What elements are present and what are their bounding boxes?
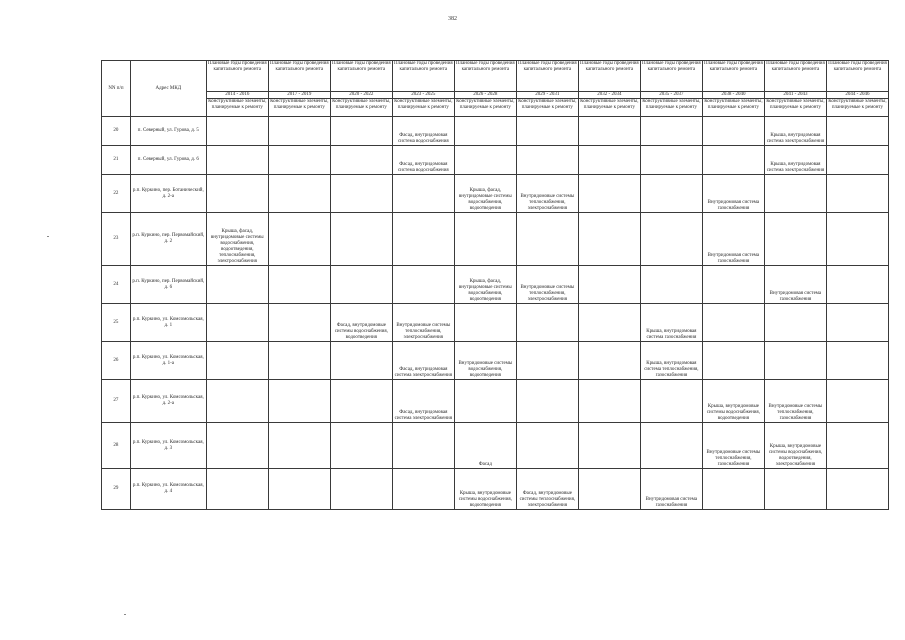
- repair-elements-cell: [392, 266, 454, 304]
- repair-elements-cell: [454, 146, 516, 175]
- repair-elements-cell: [206, 304, 268, 342]
- repair-elements-cell: [826, 146, 888, 175]
- repair-elements-cell: [764, 342, 826, 380]
- scan-speck: [229, 60, 231, 61]
- repair-elements-cell: [516, 213, 578, 266]
- repair-elements-cell: [206, 146, 268, 175]
- table-row: [102, 423, 889, 469]
- address-cell: р.п. Куркино, пер. Первомайский, д. 2: [130, 213, 206, 266]
- column-header-years: 2038 - 2040: [702, 92, 764, 99]
- repair-elements-cell: Внутридомовая система газоснабжения: [764, 266, 826, 304]
- repair-elements-cell: [454, 213, 516, 266]
- address-cell: р.п. Куркино, ул. Комсомольская, д. 3: [130, 423, 206, 469]
- repair-elements-cell: [764, 304, 826, 342]
- column-header-years: 2026 - 2028: [454, 92, 516, 99]
- repair-elements-cell: [578, 423, 640, 469]
- repair-elements-cell: [764, 213, 826, 266]
- column-header-address: Адрес МКД: [130, 61, 206, 117]
- repair-elements-cell: [268, 342, 330, 380]
- column-header-years: 2014 - 2016: [206, 92, 268, 99]
- column-header-elements: Конструктивные элементы, планируемые к ремонту: [206, 99, 268, 117]
- column-header-years: 2017 - 2019: [268, 92, 330, 99]
- repair-elements-cell: [516, 423, 578, 469]
- address-cell: п. Северный, ул. Гурова, д. 6: [130, 146, 206, 175]
- column-header-elements: Конструктивные элементы, планируемые к ремонту: [454, 99, 516, 117]
- repair-elements-cell: Внутридомовые системы теплоснабжения, газоснабжения: [702, 423, 764, 469]
- column-header-elements: Конструктивные элементы, планируемые к ремонту: [764, 99, 826, 117]
- repair-elements-cell: Внутридомовые системы теплоснабжения, электроснабжения: [516, 266, 578, 304]
- repair-elements-cell: [206, 266, 268, 304]
- address-cell: р.п. Куркино, пер. Первомайский, д. 6: [130, 266, 206, 304]
- column-header-years: 2041 - 2043: [764, 92, 826, 99]
- repair-elements-cell: Фасад, внутридомовая система водоснабжения: [392, 117, 454, 146]
- repair-elements-cell: [826, 304, 888, 342]
- column-header-elements: Конструктивные элементы, планируемые к ремонту: [392, 99, 454, 117]
- column-header-years: 2035 - 2037: [640, 92, 702, 99]
- repair-elements-cell: [330, 175, 392, 213]
- repair-elements-cell: [640, 213, 702, 266]
- repair-elements-cell: [826, 380, 888, 423]
- column-header-elements: Конструктивные элементы, планируемые к ремонту: [330, 99, 392, 117]
- table-header: [102, 61, 889, 117]
- repair-elements-cell: [392, 213, 454, 266]
- repair-elements-cell: [826, 423, 888, 469]
- address-cell: р.п. Куркино, ул. Комсомольская, д. 4: [130, 469, 206, 510]
- column-header-years: 2020 - 2022: [330, 92, 392, 99]
- repair-elements-cell: [578, 175, 640, 213]
- repair-elements-cell: Крыша, фасад, внутридомовые системы водоснабжения, водоотведения: [454, 266, 516, 304]
- repair-elements-cell: Крыша, внутридомовые системы водоснабжения, водоотведения: [702, 380, 764, 423]
- repair-elements-cell: [578, 342, 640, 380]
- column-header-period-title: Плановые годы проведения капитального ремонта: [206, 61, 268, 92]
- table-row: [102, 175, 889, 213]
- repair-elements-cell: Крыша, внутридомовая система теплоснабжения, газоснабжения: [640, 342, 702, 380]
- repair-elements-cell: [206, 380, 268, 423]
- row-number-cell: 27: [102, 380, 131, 423]
- repair-elements-cell: [826, 342, 888, 380]
- repair-elements-cell: [330, 117, 392, 146]
- repair-elements-cell: [206, 117, 268, 146]
- repair-elements-cell: Крыша, внутридомовая система электроснабжения: [764, 146, 826, 175]
- repair-elements-cell: [330, 342, 392, 380]
- column-header-elements: Конструктивные элементы, планируемые к ремонту: [826, 99, 888, 117]
- repair-elements-cell: [578, 213, 640, 266]
- repair-elements-cell: [702, 146, 764, 175]
- column-header-elements: Конструктивные элементы, планируемые к ремонту: [702, 99, 764, 117]
- repair-elements-cell: [516, 117, 578, 146]
- table-row: [102, 380, 889, 423]
- repair-elements-cell: [764, 175, 826, 213]
- repair-elements-cell: Внутридомовые системы теплоснабжения, электроснабжения: [392, 304, 454, 342]
- repair-elements-cell: [578, 469, 640, 510]
- repair-elements-cell: [268, 146, 330, 175]
- repair-elements-cell: Фасад, внутридомовая система электроснабжения: [392, 342, 454, 380]
- repair-elements-cell: [826, 117, 888, 146]
- row-number-cell: 26: [102, 342, 131, 380]
- repair-elements-cell: [268, 380, 330, 423]
- repair-elements-cell: [516, 380, 578, 423]
- repair-elements-cell: [516, 146, 578, 175]
- address-cell: р.п. Куркино, ул. Комсомольская, д. 2-а: [130, 380, 206, 423]
- scan-speck: [124, 614, 126, 615]
- repair-elements-cell: Крыша, фасад, внутридомовые системы водоснабжения, водоотведения: [454, 175, 516, 213]
- repair-elements-cell: Фасад, внутридомовые системы водоснабжения, водоотведения: [330, 304, 392, 342]
- repair-elements-cell: [268, 266, 330, 304]
- table-row: [102, 266, 889, 304]
- repair-elements-cell: [826, 213, 888, 266]
- column-header-period-title: Плановые годы проведения капитального ремонта: [578, 61, 640, 92]
- column-header-period-title: Плановые годы проведения капитального ремонта: [516, 61, 578, 92]
- table-row: [102, 304, 889, 342]
- row-number-cell: 29: [102, 469, 131, 510]
- repair-elements-cell: [330, 213, 392, 266]
- repair-elements-cell: [454, 117, 516, 146]
- column-header-elements: Конструктивные элементы, планируемые к ремонту: [640, 99, 702, 117]
- column-header-years: 2032 - 2034: [578, 92, 640, 99]
- address-cell: п. Северный, ул. Гурова, д. 5: [130, 117, 206, 146]
- column-header-period-title: Плановые годы проведения капитального ремонта: [702, 61, 764, 92]
- repair-elements-cell: [268, 213, 330, 266]
- repair-elements-cell: [578, 304, 640, 342]
- column-header-period-title: Плановые годы проведения капитального ремонта: [454, 61, 516, 92]
- row-number-cell: 22: [102, 175, 131, 213]
- column-header-period-title: Плановые годы проведения капитального ремонта: [764, 61, 826, 92]
- repair-elements-cell: [640, 175, 702, 213]
- address-cell: р.п. Куркино, ул. Комсомольская, д. 1-а: [130, 342, 206, 380]
- repair-elements-cell: [206, 469, 268, 510]
- repair-elements-cell: [578, 117, 640, 146]
- repair-elements-cell: Крыша, фасад, внутридомовые системы водоснабжения, водоотведения, теплоснабжения, электроснабжения: [206, 213, 268, 266]
- column-header-period-title: Плановые годы проведения капитального ремонта: [330, 61, 392, 92]
- repair-elements-cell: [268, 304, 330, 342]
- repair-elements-cell: Крыша, внутридомовые системы водоснабжения, водоотведения: [454, 469, 516, 510]
- repair-elements-cell: [392, 175, 454, 213]
- repair-elements-cell: [826, 175, 888, 213]
- repair-elements-cell: [516, 342, 578, 380]
- repair-elements-cell: [578, 146, 640, 175]
- table-row: [102, 146, 889, 175]
- row-number-cell: 20: [102, 117, 131, 146]
- repair-elements-cell: [640, 423, 702, 469]
- row-number-cell: 21: [102, 146, 131, 175]
- scan-speck: [47, 236, 49, 237]
- repair-elements-cell: [578, 380, 640, 423]
- repair-elements-cell: Фасад, внутридомовая система водоснабжения: [392, 146, 454, 175]
- table-row: [102, 342, 889, 380]
- address-cell: р.п. Куркино, пер. Ботанический, д. 2-а: [130, 175, 206, 213]
- repair-elements-cell: [578, 266, 640, 304]
- page-number: 382: [448, 16, 457, 22]
- repair-elements-cell: [206, 423, 268, 469]
- repair-elements-cell: Крыша, внутридомовые системы водоснабжения, водоотведения, электроснабжения: [764, 423, 826, 469]
- repair-elements-cell: Внутридомовые системы водоснабжения, водоотведения: [454, 342, 516, 380]
- repair-elements-cell: Крыша, внутридомовая система газоснабжения: [640, 304, 702, 342]
- repair-elements-cell: [516, 304, 578, 342]
- repair-elements-cell: [702, 469, 764, 510]
- repair-elements-cell: [268, 423, 330, 469]
- repair-elements-cell: [640, 380, 702, 423]
- repair-elements-cell: [330, 266, 392, 304]
- table-row: [102, 117, 889, 146]
- column-header-period-title: Плановые годы проведения капитального ремонта: [268, 61, 330, 92]
- repair-elements-cell: [330, 423, 392, 469]
- column-header-period-title: Плановые годы проведения капитального ремонта: [392, 61, 454, 92]
- repair-elements-cell: [392, 423, 454, 469]
- repair-elements-cell: [702, 266, 764, 304]
- column-header-elements: Конструктивные элементы, планируемые к ремонту: [516, 99, 578, 117]
- repair-elements-cell: [206, 175, 268, 213]
- repair-elements-cell: [330, 146, 392, 175]
- repair-elements-cell: Внутридомовая система газоснабжения: [702, 213, 764, 266]
- repair-elements-cell: Крыша, внутридомовая система электроснабжения: [764, 117, 826, 146]
- repair-elements-cell: Фасад, внутридомовые системы теплоснабжения, электроснабжения: [516, 469, 578, 510]
- column-header-years: 2044 - 2046: [826, 92, 888, 99]
- repair-elements-cell: [392, 469, 454, 510]
- repair-elements-cell: [702, 117, 764, 146]
- column-header-years: 2029 - 2031: [516, 92, 578, 99]
- repair-elements-cell: Фасад, внутридомовая система электроснабжения: [392, 380, 454, 423]
- repair-elements-cell: [640, 117, 702, 146]
- repair-elements-cell: Фасад: [454, 423, 516, 469]
- row-number-cell: 24: [102, 266, 131, 304]
- repair-elements-cell: [206, 342, 268, 380]
- repair-elements-cell: Внутридомовые системы теплоснабжения, газоснабжения: [764, 380, 826, 423]
- repair-elements-cell: [640, 146, 702, 175]
- column-header-period-title: Плановые годы проведения капитального ремонта: [640, 61, 702, 92]
- column-header-period-title: Плановые годы проведения капитального ремонта: [826, 61, 888, 92]
- table-body: [102, 117, 889, 510]
- repair-elements-cell: Внутридомовая система газоснабжения: [640, 469, 702, 510]
- repair-elements-cell: [702, 342, 764, 380]
- row-number-cell: 25: [102, 304, 131, 342]
- table-row: [102, 469, 889, 510]
- repair-elements-cell: Внутридомовая система газоснабжения: [702, 175, 764, 213]
- column-header-elements: Конструктивные элементы, планируемые к ремонту: [268, 99, 330, 117]
- repair-elements-cell: [454, 380, 516, 423]
- table-row: [102, 213, 889, 266]
- capital-repair-plan-table: [101, 60, 889, 510]
- repair-elements-cell: [268, 117, 330, 146]
- repair-elements-cell: [826, 266, 888, 304]
- repair-elements-cell: [702, 304, 764, 342]
- repair-elements-cell: Внутридомовые системы теплоснабжения, электроснабжения: [516, 175, 578, 213]
- column-header-elements: Конструктивные элементы, планируемые к ремонту: [578, 99, 640, 117]
- column-header-number: NN п/п: [102, 61, 131, 117]
- repair-elements-cell: [330, 469, 392, 510]
- address-cell: р.п. Куркино, ул. Комсомольская, д. 1: [130, 304, 206, 342]
- repair-elements-cell: [268, 469, 330, 510]
- repair-elements-cell: [454, 304, 516, 342]
- repair-elements-cell: [268, 175, 330, 213]
- row-number-cell: 28: [102, 423, 131, 469]
- row-number-cell: 23: [102, 213, 131, 266]
- column-header-years: 2023 - 2025: [392, 92, 454, 99]
- repair-elements-cell: [330, 380, 392, 423]
- repair-elements-cell: [764, 469, 826, 510]
- repair-elements-cell: [640, 266, 702, 304]
- repair-elements-cell: [826, 469, 888, 510]
